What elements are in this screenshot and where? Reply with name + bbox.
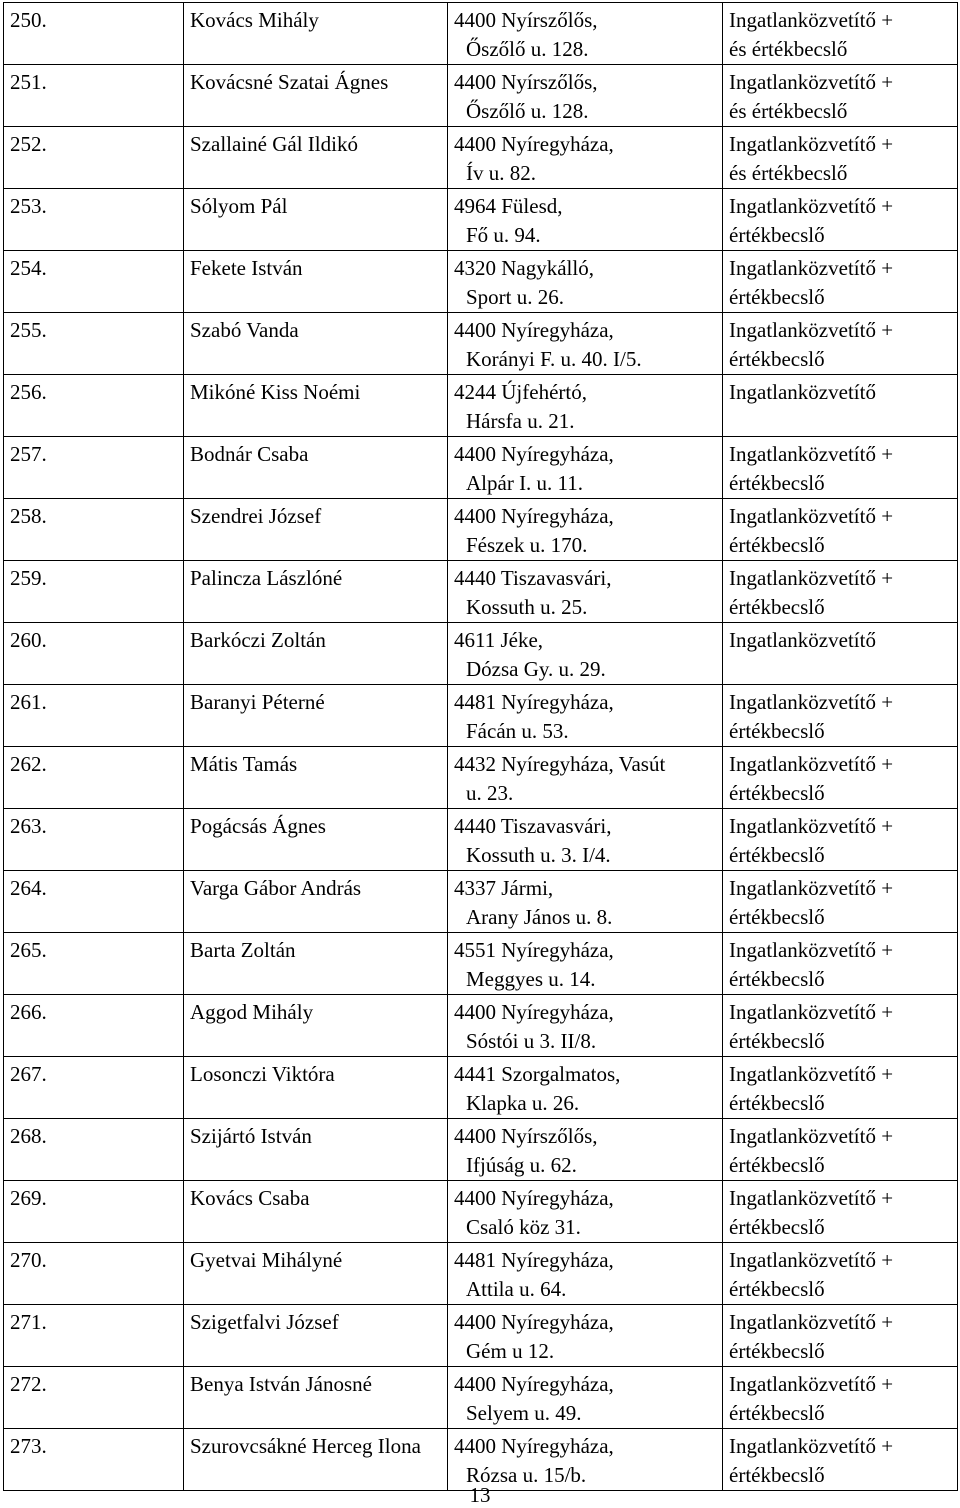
entry-address: [448, 127, 723, 189]
entry-name: Palincza Lászlóné: [184, 561, 448, 623]
entry-address: [448, 375, 723, 437]
address-line-2: Ifjúság u. 62.: [466, 1153, 577, 1177]
address-line-1: 4441 Szorgalmatos,: [454, 1062, 621, 1086]
address-line-2: Dózsa Gy. u. 29.: [466, 657, 606, 681]
entry-address: [448, 561, 723, 623]
table-row: [4, 685, 958, 747]
role-line-1: Ingatlanközvetítő +: [729, 690, 894, 714]
entry-role: [723, 1057, 958, 1119]
entry-name: Sólyom Pál: [184, 189, 448, 251]
role-line-1: Ingatlanközvetítő +: [729, 938, 894, 962]
table-row: [4, 251, 958, 313]
address-line-2: Rózsa u. 15/b.: [466, 1463, 587, 1487]
entry-number: 270.: [4, 1243, 184, 1305]
address-line-1: 4551 Nyíregyháza,: [454, 938, 614, 962]
entry-name: Kovács Mihály: [184, 3, 448, 65]
entry-role: [723, 871, 958, 933]
entry-number: 255.: [4, 313, 184, 375]
entry-role: [723, 313, 958, 375]
table-row: [4, 1305, 958, 1367]
address-line-2: Ív u. 82.: [466, 161, 536, 185]
address-line-2: Meggyes u. 14.: [466, 967, 596, 991]
address-line-1: 4964 Fülesd,: [454, 194, 563, 218]
entry-role: [723, 1305, 958, 1367]
address-line-1: 4320 Nagykálló,: [454, 256, 594, 280]
address-line-1: 4400 Nyíregyháza,: [454, 504, 614, 528]
entry-address: [448, 313, 723, 375]
table-row: [4, 3, 958, 65]
table-row: [4, 189, 958, 251]
role-line-2: és értékbecslő: [729, 37, 848, 61]
entry-address: [448, 623, 723, 685]
address-line-2: Fészek u. 170.: [466, 533, 588, 557]
entry-role: [723, 623, 958, 685]
address-line-1: 4611 Jéke,: [454, 628, 544, 652]
entry-name: Losonczi Viktóra: [184, 1057, 448, 1119]
entry-name: Pogácsás Ágnes: [184, 809, 448, 871]
entry-name: Bodnár Csaba: [184, 437, 448, 499]
role-line-1: Ingatlanközvetítő +: [729, 1062, 894, 1086]
entry-address: [448, 1181, 723, 1243]
entry-role: [723, 1119, 958, 1181]
entry-number: 262.: [4, 747, 184, 809]
entry-address: [448, 3, 723, 65]
address-line-2: Kossuth u. 25.: [466, 595, 588, 619]
role-line-1: Ingatlanközvetítő +: [729, 70, 894, 94]
entry-name: Barkóczi Zoltán: [184, 623, 448, 685]
role-line-1: Ingatlanközvetítő +: [729, 442, 894, 466]
entry-number: 256.: [4, 375, 184, 437]
registry-table-body: [4, 3, 958, 1491]
entry-number: 264.: [4, 871, 184, 933]
table-row: [4, 871, 958, 933]
table-row: [4, 995, 958, 1057]
address-line-2: Gém u 12.: [466, 1339, 555, 1363]
role-line-2: értékbecslő: [729, 1277, 825, 1301]
entry-name: Aggod Mihály: [184, 995, 448, 1057]
role-line-2: értékbecslő: [729, 967, 825, 991]
role-line-2: értékbecslő: [729, 1401, 825, 1425]
role-line-1: Ingatlanközvetítő +: [729, 566, 894, 590]
entry-role: [723, 1181, 958, 1243]
entry-role: [723, 437, 958, 499]
role-line-1: Ingatlanközvetítő: [729, 380, 876, 404]
address-line-2: Klapka u. 26.: [466, 1091, 580, 1115]
address-line-2: Arany János u. 8.: [466, 905, 613, 929]
role-line-1: Ingatlanközvetítő +: [729, 752, 894, 776]
role-line-1: Ingatlanközvetítő +: [729, 194, 894, 218]
address-line-2: Attila u. 64.: [466, 1277, 567, 1301]
address-line-1: 4400 Nyíregyháza,: [454, 1000, 614, 1024]
entry-name: Kovács Csaba: [184, 1181, 448, 1243]
role-line-2: értékbecslő: [729, 1153, 825, 1177]
role-line-1: Ingatlanközvetítő +: [729, 814, 894, 838]
address-line-1: 4400 Nyírszőlős,: [454, 70, 598, 94]
entry-number: 269.: [4, 1181, 184, 1243]
entry-name: Szigetfalvi József: [184, 1305, 448, 1367]
table-row: [4, 1429, 958, 1491]
entry-name: Barta Zoltán: [184, 933, 448, 995]
entry-address: [448, 685, 723, 747]
entry-address: [448, 747, 723, 809]
entry-role: [723, 251, 958, 313]
address-line-2: Sóstói u 3. II/8.: [466, 1029, 597, 1053]
entry-address: [448, 933, 723, 995]
entry-address: [448, 251, 723, 313]
role-line-1: Ingatlanközvetítő: [729, 628, 876, 652]
entry-address: [448, 1367, 723, 1429]
table-row: [4, 375, 958, 437]
entry-number: 251.: [4, 65, 184, 127]
entry-number: 257.: [4, 437, 184, 499]
role-line-1: Ingatlanközvetítő +: [729, 1248, 894, 1272]
role-line-2: értékbecslő: [729, 1215, 825, 1239]
entry-role: [723, 189, 958, 251]
role-line-2: értékbecslő: [729, 471, 825, 495]
address-line-1: 4400 Nyíregyháza,: [454, 1310, 614, 1334]
address-line-1: 4440 Tiszavasvári,: [454, 814, 612, 838]
role-line-1: Ingatlanközvetítő +: [729, 8, 894, 32]
role-line-2: és értékbecslő: [729, 99, 848, 123]
entry-role: [723, 499, 958, 561]
entry-number: 263.: [4, 809, 184, 871]
entry-name: Kovácsné Szatai Ágnes: [184, 65, 448, 127]
address-line-2: Alpár I. u. 11.: [466, 471, 584, 495]
entry-number: 267.: [4, 1057, 184, 1119]
role-line-1: Ingatlanközvetítő +: [729, 1000, 894, 1024]
role-line-2: értékbecslő: [729, 1029, 825, 1053]
address-line-2: Korányi F. u. 40. I/5.: [466, 347, 642, 371]
table-row: [4, 1367, 958, 1429]
role-line-1: Ingatlanközvetítő +: [729, 1310, 894, 1334]
address-line-2: u. 23.: [466, 781, 514, 805]
entry-name: Baranyi Péterné: [184, 685, 448, 747]
address-line-2: Selyem u. 49.: [466, 1401, 582, 1425]
entry-number: 252.: [4, 127, 184, 189]
entry-role: [723, 747, 958, 809]
entry-address: [448, 499, 723, 561]
address-line-2: Hársfa u. 21.: [466, 409, 575, 433]
table-row: [4, 437, 958, 499]
entry-address: [448, 1305, 723, 1367]
entry-role: [723, 1367, 958, 1429]
address-line-2: Fácán u. 53.: [466, 719, 569, 743]
role-line-2: értékbecslő: [729, 223, 825, 247]
table-row: [4, 1119, 958, 1181]
entry-number: 265.: [4, 933, 184, 995]
entry-name: Benya István Jánosné: [184, 1367, 448, 1429]
role-line-2: értékbecslő: [729, 843, 825, 867]
address-line-1: 4400 Nyíregyháza,: [454, 1434, 614, 1458]
address-line-1: 4337 Jármi,: [454, 876, 554, 900]
table-row: [4, 933, 958, 995]
table-row: [4, 127, 958, 189]
role-line-2: értékbecslő: [729, 533, 825, 557]
entry-address: [448, 1057, 723, 1119]
entry-name: Szabó Vanda: [184, 313, 448, 375]
role-line-1: Ingatlanközvetítő +: [729, 318, 894, 342]
role-line-2: értékbecslő: [729, 285, 825, 309]
address-line-2: Őszőlő u. 128.: [466, 37, 589, 61]
entry-role: [723, 1429, 958, 1491]
entry-address: [448, 1243, 723, 1305]
address-line-2: Őszőlő u. 128.: [466, 99, 589, 123]
address-line-2: Fő u. 94.: [466, 223, 541, 247]
address-line-1: 4400 Nyíregyháza,: [454, 1186, 614, 1210]
address-line-1: 4481 Nyíregyháza,: [454, 1248, 614, 1272]
role-line-2: és értékbecslő: [729, 161, 848, 185]
entry-role: [723, 809, 958, 871]
address-line-1: 4400 Nyíregyháza,: [454, 442, 614, 466]
entry-number: 253.: [4, 189, 184, 251]
entry-number: 266.: [4, 995, 184, 1057]
role-line-1: Ingatlanközvetítő +: [729, 1372, 894, 1396]
address-line-1: 4432 Nyíregyháza, Vasút: [454, 752, 666, 776]
entry-number: 250.: [4, 3, 184, 65]
role-line-1: Ingatlanközvetítő +: [729, 876, 894, 900]
entry-role: [723, 1243, 958, 1305]
entry-address: [448, 871, 723, 933]
entry-number: 258.: [4, 499, 184, 561]
role-line-1: Ingatlanközvetítő +: [729, 132, 894, 156]
entry-name: Szendrei József: [184, 499, 448, 561]
table-row: [4, 1057, 958, 1119]
address-line-1: 4440 Tiszavasvári,: [454, 566, 612, 590]
registry-table: [3, 2, 958, 1491]
entry-address: [448, 809, 723, 871]
entry-name: Varga Gábor András: [184, 871, 448, 933]
role-line-1: Ingatlanközvetítő +: [729, 1434, 894, 1458]
role-line-1: Ingatlanközvetítő +: [729, 256, 894, 280]
role-line-1: Ingatlanközvetítő +: [729, 504, 894, 528]
entry-address: [448, 1429, 723, 1491]
role-line-2: értékbecslő: [729, 1339, 825, 1363]
entry-name: Mátis Tamás: [184, 747, 448, 809]
address-line-1: 4400 Nyíregyháza,: [454, 1372, 614, 1396]
role-line-2: értékbecslő: [729, 905, 825, 929]
entry-role: [723, 995, 958, 1057]
entry-number: 254.: [4, 251, 184, 313]
table-row: [4, 499, 958, 561]
entry-number: 261.: [4, 685, 184, 747]
role-line-2: értékbecslő: [729, 595, 825, 619]
page-number: 13: [469, 1483, 491, 1507]
table-row: [4, 561, 958, 623]
entry-role: [723, 561, 958, 623]
address-line-2: Kossuth u. 3. I/4.: [466, 843, 611, 867]
role-line-2: értékbecslő: [729, 1463, 825, 1487]
entry-name: Szijártó István: [184, 1119, 448, 1181]
entry-role: [723, 685, 958, 747]
table-row: [4, 1181, 958, 1243]
entry-role: [723, 3, 958, 65]
entry-role: [723, 933, 958, 995]
address-line-1: 4400 Nyírszőlős,: [454, 1124, 598, 1148]
entry-number: 273.: [4, 1429, 184, 1491]
entry-name: Fekete István: [184, 251, 448, 313]
entry-address: [448, 65, 723, 127]
table-row: [4, 747, 958, 809]
entry-address: [448, 995, 723, 1057]
address-line-2: Csaló köz 31.: [466, 1215, 581, 1239]
table-row: [4, 1243, 958, 1305]
table-row: [4, 623, 958, 685]
entry-name: Mikóné Kiss Noémi: [184, 375, 448, 437]
address-line-1: 4244 Újfehértó,: [454, 380, 587, 404]
entry-number: 268.: [4, 1119, 184, 1181]
entry-role: [723, 127, 958, 189]
address-line-1: 4481 Nyíregyháza,: [454, 690, 614, 714]
entry-name: Szurovcsákné Herceg Ilona: [184, 1429, 448, 1491]
entry-name: Gyetvai Mihályné: [184, 1243, 448, 1305]
entry-role: [723, 375, 958, 437]
role-line-1: Ingatlanközvetítő +: [729, 1186, 894, 1210]
address-line-1: 4400 Nyíregyháza,: [454, 132, 614, 156]
role-line-2: értékbecslő: [729, 781, 825, 805]
role-line-2: értékbecslő: [729, 1091, 825, 1115]
entry-number: 271.: [4, 1305, 184, 1367]
address-line-1: 4400 Nyírszőlős,: [454, 8, 598, 32]
entry-number: 272.: [4, 1367, 184, 1429]
address-line-2: Sport u. 26.: [466, 285, 565, 309]
role-line-2: értékbecslő: [729, 347, 825, 371]
table-row: [4, 809, 958, 871]
entry-address: [448, 437, 723, 499]
entry-address: [448, 189, 723, 251]
entry-number: 259.: [4, 561, 184, 623]
table-row: [4, 313, 958, 375]
role-line-1: Ingatlanközvetítő +: [729, 1124, 894, 1148]
entry-address: [448, 1119, 723, 1181]
entry-role: [723, 65, 958, 127]
role-line-2: értékbecslő: [729, 719, 825, 743]
table-row: [4, 65, 958, 127]
entry-number: 260.: [4, 623, 184, 685]
address-line-1: 4400 Nyíregyháza,: [454, 318, 614, 342]
entry-name: Szallainé Gál Ildikó: [184, 127, 448, 189]
